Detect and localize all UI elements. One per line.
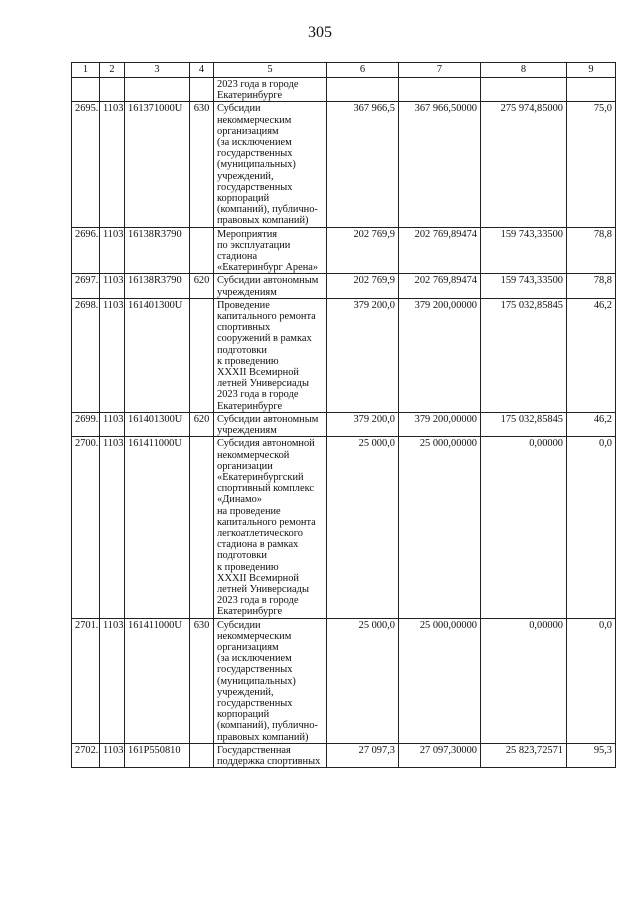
column-header: 7: [399, 63, 481, 78]
row-number: 2695.: [72, 102, 100, 227]
table-row: [72, 412, 616, 436]
target-article-code: 16138R3790: [125, 227, 190, 274]
target-article-code: [125, 78, 190, 102]
table-row: [72, 274, 616, 298]
expense-type-code: [190, 743, 214, 767]
target-article-code: 161411000U: [125, 618, 190, 743]
row-number: 2698.: [72, 298, 100, 412]
planned-amount: 367 966,50000: [399, 102, 481, 227]
approved-amount: 379 200,0: [327, 298, 399, 412]
planned-amount: 202 769,89474: [399, 274, 481, 298]
row-number: [72, 78, 100, 102]
planned-amount: 25 000,00000: [399, 437, 481, 618]
target-article-code: 161401300U: [125, 298, 190, 412]
target-article-code: 161401300U: [125, 412, 190, 436]
execution-percent: 0,0: [567, 437, 616, 618]
row-number: 2699.: [72, 412, 100, 436]
planned-amount: 379 200,00000: [399, 298, 481, 412]
planned-amount: [399, 78, 481, 102]
table-row: [72, 437, 616, 618]
item-name: Субсидии некоммерческим организациям (за исключением государственных (муниципальных) учреждений, государственных корпораций (компаний), публично- правовых компаний): [214, 618, 327, 743]
expense-type-code: [190, 227, 214, 274]
execution-percent: 75,0: [567, 102, 616, 227]
execution-percent: 78,8: [567, 274, 616, 298]
section-code: 1103: [100, 102, 125, 227]
target-article-code: 16138R3790: [125, 274, 190, 298]
approved-amount: 27 097,3: [327, 743, 399, 767]
expense-type-code: 620: [190, 412, 214, 436]
approved-amount: 202 769,9: [327, 274, 399, 298]
executed-amount: 159 743,33500: [481, 274, 567, 298]
column-header: 6: [327, 63, 399, 78]
approved-amount: 202 769,9: [327, 227, 399, 274]
table-row: [72, 618, 616, 743]
execution-percent: 0,0: [567, 618, 616, 743]
section-code: 1103: [100, 618, 125, 743]
approved-amount: 367 966,5: [327, 102, 399, 227]
row-number: 2700.: [72, 437, 100, 618]
row-number: 2701.: [72, 618, 100, 743]
expense-type-code: [190, 437, 214, 618]
item-name: Субсидии автономным учреждениям: [214, 274, 327, 298]
executed-amount: 175 032,85845: [481, 412, 567, 436]
column-header: 9: [567, 63, 616, 78]
approved-amount: 25 000,0: [327, 618, 399, 743]
executed-amount: [481, 78, 567, 102]
executed-amount: 159 743,33500: [481, 227, 567, 274]
execution-percent: [567, 78, 616, 102]
column-header: 4: [190, 63, 214, 78]
row-number: 2697.: [72, 274, 100, 298]
section-code: 1103: [100, 298, 125, 412]
executed-amount: 0,00000: [481, 437, 567, 618]
page-number: 305: [308, 24, 332, 41]
executed-amount: 275 974,85000: [481, 102, 567, 227]
approved-amount: 379 200,0: [327, 412, 399, 436]
item-name: Мероприятия по эксплуатации стадиона «Екатеринбург Арена»: [214, 227, 327, 274]
expense-type-code: 620: [190, 274, 214, 298]
execution-percent: 46,2: [567, 412, 616, 436]
executed-amount: 0,00000: [481, 618, 567, 743]
planned-amount: 25 000,00000: [399, 618, 481, 743]
expense-type-code: [190, 298, 214, 412]
execution-percent: 78,8: [567, 227, 616, 274]
item-name: Субсидия автономной некоммерческой организации «Екатеринбургский спортивный комплекс «Динамо» на проведение капитального ремонта легкоатлетического стадиона в рамках подготовки к проведению XXXII Всемирной летней Универсиады 2023 года в городе Екатеринбурге: [214, 437, 327, 618]
section-code: [100, 78, 125, 102]
planned-amount: 202 769,89474: [399, 227, 481, 274]
target-article-code: 161371000U: [125, 102, 190, 227]
section-code: 1103: [100, 227, 125, 274]
item-name: 2023 года в городе Екатеринбурге: [214, 78, 327, 102]
executed-amount: 175 032,85845: [481, 298, 567, 412]
column-header: 5: [214, 63, 327, 78]
approved-amount: [327, 78, 399, 102]
table-row: [72, 227, 616, 274]
target-article-code: 161411000U: [125, 437, 190, 618]
column-header: 2: [100, 63, 125, 78]
section-code: 1103: [100, 412, 125, 436]
column-header: 3: [125, 63, 190, 78]
item-name: Проведение капитального ремонта спортивных сооружений в рамках подготовки к проведению XXXII Всемирной летней Универсиады 2023 года в городе Екатеринбурге: [214, 298, 327, 412]
expense-type-code: 630: [190, 618, 214, 743]
item-name: Субсидии автономным учреждениям: [214, 412, 327, 436]
table-row: [72, 743, 616, 767]
item-name: Субсидии некоммерческим организациям (за исключением государственных (муниципальных) учреждений, государственных корпораций (компаний), публично- правовых компаний): [214, 102, 327, 227]
section-code: 1103: [100, 437, 125, 618]
section-code: 1103: [100, 743, 125, 767]
table-row: [72, 78, 616, 102]
planned-amount: 379 200,00000: [399, 412, 481, 436]
expense-type-code: [190, 78, 214, 102]
column-header: 8: [481, 63, 567, 78]
budget-table: [71, 62, 616, 768]
expense-type-code: 630: [190, 102, 214, 227]
approved-amount: 25 000,0: [327, 437, 399, 618]
execution-percent: 46,2: [567, 298, 616, 412]
section-code: 1103: [100, 274, 125, 298]
planned-amount: 27 097,30000: [399, 743, 481, 767]
column-header: 1: [72, 63, 100, 78]
table-row: [72, 298, 616, 412]
target-article-code: 161P550810: [125, 743, 190, 767]
item-name: Государственная поддержка спортивных: [214, 743, 327, 767]
row-number: 2696.: [72, 227, 100, 274]
executed-amount: 25 823,72571: [481, 743, 567, 767]
header-row: [72, 63, 616, 78]
row-number: 2702.: [72, 743, 100, 767]
execution-percent: 95,3: [567, 743, 616, 767]
table-row: [72, 102, 616, 227]
